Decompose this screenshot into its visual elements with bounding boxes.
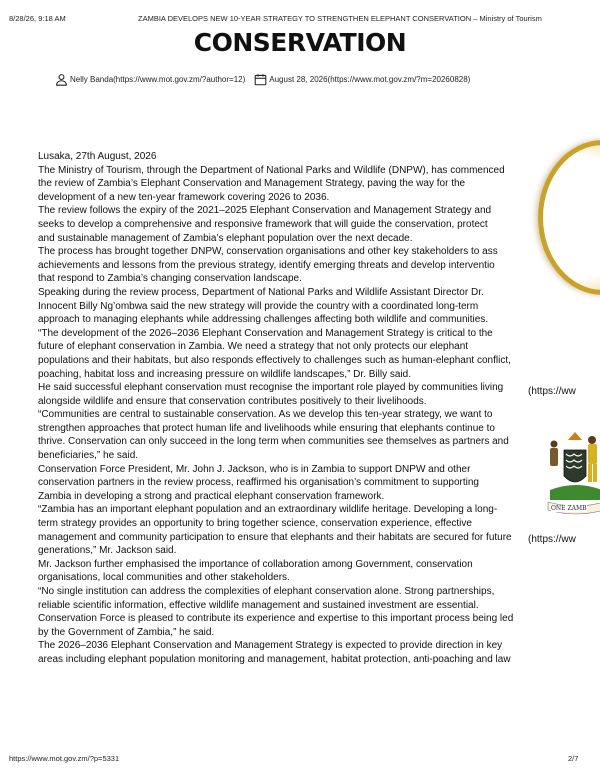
article-text-line: seeks to develop a comprehensive and responsive framework that will guide the conservation, protect (38, 218, 488, 230)
article-text-line: term strategy provides an opportunity to bring together science, conservation experience, effective (38, 518, 472, 530)
article-text-line: organisations, local communities and other stakeholders. (38, 572, 290, 584)
article-text-line: by the Government of Zambia,” he said. (38, 626, 215, 638)
article-text-line: areas including elephant population monitoring and management, habitat protection, anti-poaching and law (38, 653, 511, 665)
date-link[interactable]: August 28, 2026(https://www.mot.gov.zm/?m=20260828) (269, 74, 471, 84)
article-text-line: reliable scientific information, effective wildlife management and sustained investment are essential. (38, 599, 479, 611)
article-text-line: He said successful elephant conservation must recognise the important role played by communities living (38, 382, 504, 394)
article-text-line: Innocent Billy Ng’ombwa said the new strategy will provide the country with a coordinated long-term (38, 300, 479, 312)
article-text-line: that respond to Zambia’s changing conservation landscape. (38, 273, 302, 285)
article-text-line: management and community participation to ensure that elephants and their habitats are secured for future (38, 531, 512, 543)
article-text-line: populations and their habitats, but also responds effectively to challenges such as human-elephant conflict, (38, 354, 511, 366)
article-headline: CONSERVATION (193, 28, 407, 57)
article-text-line: The review follows the expiry of the 2021–2025 Elephant Conservation and Management Strategy and (38, 205, 492, 217)
article-text-line: Conservation Force President, Mr. John J. Jackson, who is in Zambia to support DNPW and other (38, 463, 471, 475)
article-text-line: approach to managing elephants while addressing challenges affecting both wildlife and communities. (38, 314, 489, 326)
article-text-line: conservation partners in the review process, reaffirmed his organisation’s commitment to supporting (38, 477, 479, 489)
article-text-line: poaching, habitat loss and increasing pressure on wildlife landscapes,” Dr. Billy said. (38, 368, 411, 380)
article-text-line: and sustainable management of Zambia’s elephant population over the next decade. (38, 232, 413, 244)
article-text-line: “No single institution can address the complexities of elephant conservation alone. Strong partnerships, (38, 586, 495, 597)
article-text-line: “Zambia has an important elephant population and an extraordinary wildlife heritage. Developing a long- (38, 504, 498, 516)
print-footer (0, 754, 600, 766)
side-url-fragment[interactable]: (https://ww (528, 386, 576, 397)
article-text-line: development of a new ten-year framework covering 2026 to 2036. (38, 191, 330, 203)
print-header (0, 14, 600, 26)
article-text-line: achievements and lessons from the previous strategy, identify emerging threats and develop interventio (38, 259, 495, 271)
article-meta (55, 71, 470, 87)
article-text-line: “The development of the 2026–2036 Elephant Conservation and Management Strategy is critical to the (38, 327, 493, 339)
print-date-time: 8/28/26, 9:18 AM (9, 14, 66, 23)
article-text-line: The 2026–2036 Elephant Conservation and Management Strategy is expected to provide direction in key (38, 640, 503, 652)
print-document-title: ZAMBIA DEVELOPS NEW 10-YEAR STRATEGY TO STRENGTHEN ELEPHANT CONSERVATION – Ministry of Tourism (138, 14, 542, 23)
user-icon (55, 73, 68, 86)
article-text-line: Conservation Force is pleased to contribute its experience and expertise to this important process being led (38, 613, 514, 625)
article-text-line: alongside wildlife and ensure that conservation contributes positively to their livelihoods. (38, 395, 427, 407)
article-text-line: strengthen approaches that protect human life and livelihoods while ensuring that elephants continue to (38, 422, 495, 434)
article-text-line: future of elephant conservation in Zambia. We need a strategy that not only protects our elephant (38, 341, 469, 353)
page-number: 2/7 (568, 754, 579, 763)
article-text-line: the review of Zambia’s Elephant Conservation and Management Strategy, paving the way for the (38, 178, 466, 190)
side-url-fragment[interactable]: (https://ww (528, 534, 576, 545)
article-text-line: generations,” Mr. Jackson said. (38, 545, 177, 557)
article-text-line: thrive. Conservation can only succeed in the long term when communities see themselves as partners and (38, 436, 509, 448)
coat-of-arms-motto: ONE ZAMB (551, 505, 587, 512)
article-text-line: beneficiaries,” he said. (38, 450, 139, 462)
article-text-line: Lusaka, 27th August, 2026 (38, 151, 157, 162)
article-text-line: Mr. Jackson further emphasised the importance of collaboration among Government, conservation (38, 558, 473, 570)
author-meta[interactable] (55, 73, 245, 86)
article-body (38, 150, 568, 667)
article-text-line: “Communities are central to sustainable conservation. As we develop this ten-year strategy, we want to (38, 409, 493, 421)
article-text-line: The process has brought together DNPW, conservation organisations and other key stakeholders to ass (38, 246, 498, 258)
article-text-line: Speaking during the review process, Department of National Parks and Wildlife Assistant Director Dr. (38, 286, 484, 298)
calendar-icon (254, 73, 267, 86)
author-link[interactable]: Nelly Banda(https://www.mot.gov.zm/?author=12) (70, 74, 246, 84)
footer-url: https://www.mot.gov.zm/?p=5331 (9, 754, 120, 763)
coat-of-arms-image (546, 410, 600, 520)
article-text-line: The Ministry of Tourism, through the Department of National Parks and Wildlife (DNPW), has commenced (38, 164, 505, 176)
article-text-line: Zambia in developing a strong and practical elephant conservation framework. (38, 490, 385, 502)
date-meta[interactable] (254, 73, 470, 86)
